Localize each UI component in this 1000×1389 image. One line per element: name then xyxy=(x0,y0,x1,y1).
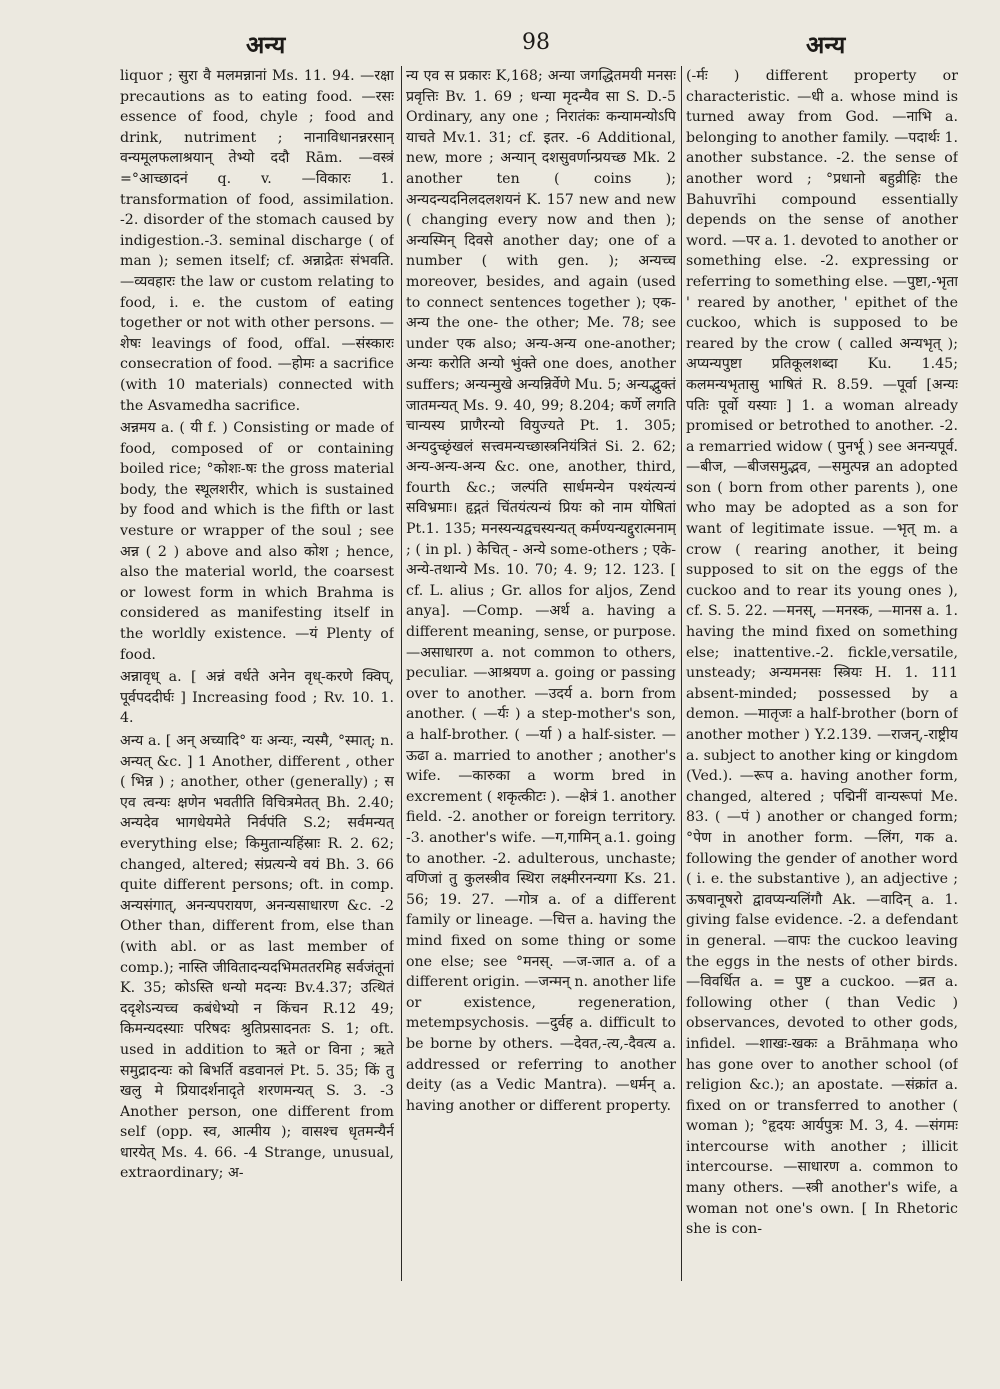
entry-paragraph: अन्य a. [ अन् अच्यादि° यः अन्यः, न्यस्मै, °स्मात्; n. अन्यत् &c. ] 1 Another, different , other ( भिन्न ) ; another, other (generally) ; स एव त्वन्यः क्षणेन भवतीति विचित्रमेतत् Bh. 2.40; अन्यदेव भागधेयमेते निर्वपंति S.2; सर्वमन्यत् everything else; किमुतान्यहिंस्राः R. 2. 62; changed, altered; संप्रत्यन्ये वयं Bh. 3. 66 quite different persons; oft. in comp. अन्यसंगात्, अनन्यपरायण, अनन्यसाधारण &c. -2 Other than, different from, else than (with abl. or as last member of comp.); नास्ति जीवितादन्यदभिमततरमिह सर्वजंतूनां K. 35; कोऽस्ति धन्यो मदन्यः Bv.4.37; उत्थितं ददृशेऽन्यच्च कबंधेभ्यो न किंचन R.12 49; किमन्यदस्याः परिषदः श्रुतिप्रसादनतः S. 1; oft. used in addition to ऋते or विना ; ऋते समुद्रादन्यः को बिभर्ति वडवानलं Pt. 5. 35; किं तु खलु मे प्रियादर्शनादृते शरणमन्यत् S. 3. -3 Another person, one different from self (opp. स्व, आत्मीय ); वासश्च धृतमन्यैर्न धारयेत् Ms. 4. 66. -4 Strange, unusual, extraordinary; अ- xyxy=(120,733,394,1182)
column-3 xyxy=(686,66,958,1281)
entry-paragraph: (-र्मः ) different property or characteristic. —धी a. whose mind is turned away from God. —नाभि a. belonging to another family. —पदार्थः 1. another substance. -2. the sense of another word ; °प्रधानो बहुव्रीहिः the Bahuvrīhi compound essentially depends on the sense of another word. —पर a. 1. devoted to another or something else. -2. expressing or referring to something else. —पुष्टा,-भृता ' reared by another, ' epithet of the cuckoo, which is supposed to be reared by the crow ( called अन्यभृत् ); अप्यन्यपुष्टा प्रतिकूलशब्दा Ku. 1.45; कलमन्यभृतासु भाषितं R. 8.59. —पूर्वा [अन्यः पतिः पूर्वो यस्याः ] 1. a woman already promised or betrothed to another. -2. a remarried widow ( पुनर्भू ) see अनन्यपूर्व. —बीज, —बीजसमुद्भव, —समुत्पन्न an adopted son ( born from other parents ), one who may be adopted as a son for want of legitimate issue. —भृत् m. a crow ( rearing another, it being supposed to sit on the eggs of the cuckoo and to rear its young ones ), cf. S. 5. 22. —मनस्, —मनस्क, —मानस a. 1. having the mind fixed on something else; inattentive.-2. fickle,versatile, unsteady; अन्यमनसः स्त्रियः H. 1. 111 absent-minded; possessed by a demon. —मातृजः a half-brother (born of another mother ) Y.2.139. —राजन्,-राष्ट्रीय a. subject to another king or kingdom (Ved.). —रूप a. having another form, changed, altered ; पद्मिनीं वान्यरूपां Me. 83. ( —पं ) another or changed form; °पेण in another form. —लिंग, गक a. following the gender of another word ( i. e. the substantive ), an adjective ; ऊषवानूषरो द्वावप्यन्यलिंगौ Ak. —वादिन् a. 1. giving false evidence. -2. a defendant in general. —वापः the cuckoo leaving the eggs in the nests of other birds. —विवर्धित a. = पुष्ट a cuckoo. —व्रत a. following other ( than Vedic ) observances, devoted to other gods, infidel. —शाखः-खकः a Brāhmaṇa who has gone over to another school (of religion &c.); an apostate. —संक्रांत a. fixed on or transferred to another ( woman ); °हृदयः आर्यपुत्रः M. 3, 4. —संगमः intercourse with another ; illicit intercourse. —साधारण a. common to many others. —स्त्री another's wife, a woman not one's own. [ In Rhetoric she is con- xyxy=(686,68,958,1238)
column-1 xyxy=(120,66,394,1281)
entry-paragraph: अन्नमय a. ( यी f. ) Consisting or made of food, composed of or containing boiled rice; °कोशः-षः the gross material body, the स्थूलशरीर, which is sustained by food and which is the fifth or last vesture or wrapper of the soul ; see अन्न ( 2 ) above and also कोश ; hence, also the material world, the coarsest or lowest form in which Brahma is considered as manifesting itself in the worldly existence. —यं Plenty of food. xyxy=(120,420,394,663)
entry-paragraph: अन्नावृध् a. [ अन्नं वर्धते अनेन वृध्-करणे क्विप्, पूर्वपददीर्घः ] Increasing food ; Rv. 10. 1. 4. xyxy=(120,669,394,727)
left-running-headword: अन्य xyxy=(246,30,286,59)
page-number: 98 xyxy=(522,30,550,55)
column-divider xyxy=(401,66,402,1281)
column-divider xyxy=(681,66,682,1281)
right-running-headword: अन्य xyxy=(806,30,846,59)
text-columns xyxy=(0,66,1000,1281)
column-2 xyxy=(406,66,676,1281)
entry-paragraph: liquor ; सुरा वै मलमन्नानां Ms. 11. 94. —रक्षा precautions as to eating food. —रसः essence of food, chyle ; food and drink, nutriment ; नानाविधानन्नरसान् वन्यमूलफलाश्रयान् तेभ्यो ददौ Rām. —वस्त्रं =°आच्छादनं q. v. —विकारः 1. transformation of food, assimilation. -2. disorder of the stomach caused by indigestion.-3. seminal discharge ( of man ); semen itself; cf. अन्नाद्रेतः संभवति. —व्यवहारः the law or custom relating to food, i. e. the custom of eating together or not with other persons. —शेषः leavings of food, offal. —संस्कारः consecration of food. —होमः a sacrifice (with 10 materials) connected with the Asvamedha sacrifice. xyxy=(120,68,394,414)
entry-paragraph: न्य एव स प्रकारः K,168; अन्या जगद्धितमयी मनसः प्रवृत्तिः Bv. 1. 69 ; धन्या मृदन्यैव सा S. D.-5 Ordinary, any one ; निरातंकः कन्यामन्योऽपि याचते Mv.1. 31; cf. इतर. -6 Additional, new, more ; अन्यान् दशसुवर्णान्प्रयच्छ Mk. 2 another ten ( coins ); अन्यदन्यदनिलदलशयनं K. 157 new and new ( changing every now and then ); अन्यस्मिन् दिवसे another day; one of a number ( with gen. ); अन्यच्च moreover, besides, and again (used to connect sentences together ); एक-अन्य the one- the other; Me. 78; see under एक also; अन्य-अन्य one-another; अन्यः करोति अन्यो भुंक्ते one does, another suffers; अन्यन्मुखे अन्यन्निर्वेणे Mu. 5; अन्यद्भुक्तं जातमन्यत् Ms. 9. 40, 99; 8.204; कर्णे लगति चान्यस्य प्राणैरन्यो वियुज्यते Pt. 1. 305; अन्यदुच्छृंखलं सत्त्वमन्यच्छास्त्रनियंत्रितं Si. 2. 62; अन्य-अन्य-अन्य &c. one, another, third, fourth &c.; जल्पंति सार्धमन्येन पश्यंत्यन्यं सविभ्रमाः। हृद्गतं चिंतयंत्यन्यं प्रियः को नाम योषितां Pt.1. 135; मनस्यन्यद्वचस्यन्यत् कर्मण्यन्यद्दुरात्मनाम् ; ( in pl. ) केचित् - अन्ये some-others ; एके-अन्ये-तथान्ये Ms. 10. 70; 4. 9; 12. 123. [ cf. L. alius ; Gr. allos for aljos, Zend anya]. —Comp. —अर्थ a. having a different meaning, sense, or purpose. —असाधारण a. not common to others, peculiar. —आश्रयण a. going or passing over to another. —उदर्य a. born from another. ( —र्यः ) a step-mother's son, a half-brother. ( —र्या ) a half-sister. —ऊढा a. married to another ; another's wife. —कारुका a worm bred in excrement ( शकृत्कीटः ). —क्षेत्रं 1. another field. -2. another or foreign territory. -3. another's wife. —ग,गामिन् a.1. going to another. -2. adulterous, unchaste; वणिजां तु कुलस्त्रीव स्थिरा लक्ष्मीरनन्यगा Ks. 21. 56; 19. 27. —गोत्र a. of a different family or lineage. —चित्त a. having the mind fixed on some thing or some one else; see °मनस्. —ज-जात a. of a different origin. —जन्मन् n. another life or existence, regeneration, metempsychosis. —दुर्वह a. difficult to be borne by others. —देवत,-त्य,-दैवत्य a. addressed or referring to another deity (as a Vedic Mantra). —धर्मन् a. having another or different property. xyxy=(406,68,676,1114)
